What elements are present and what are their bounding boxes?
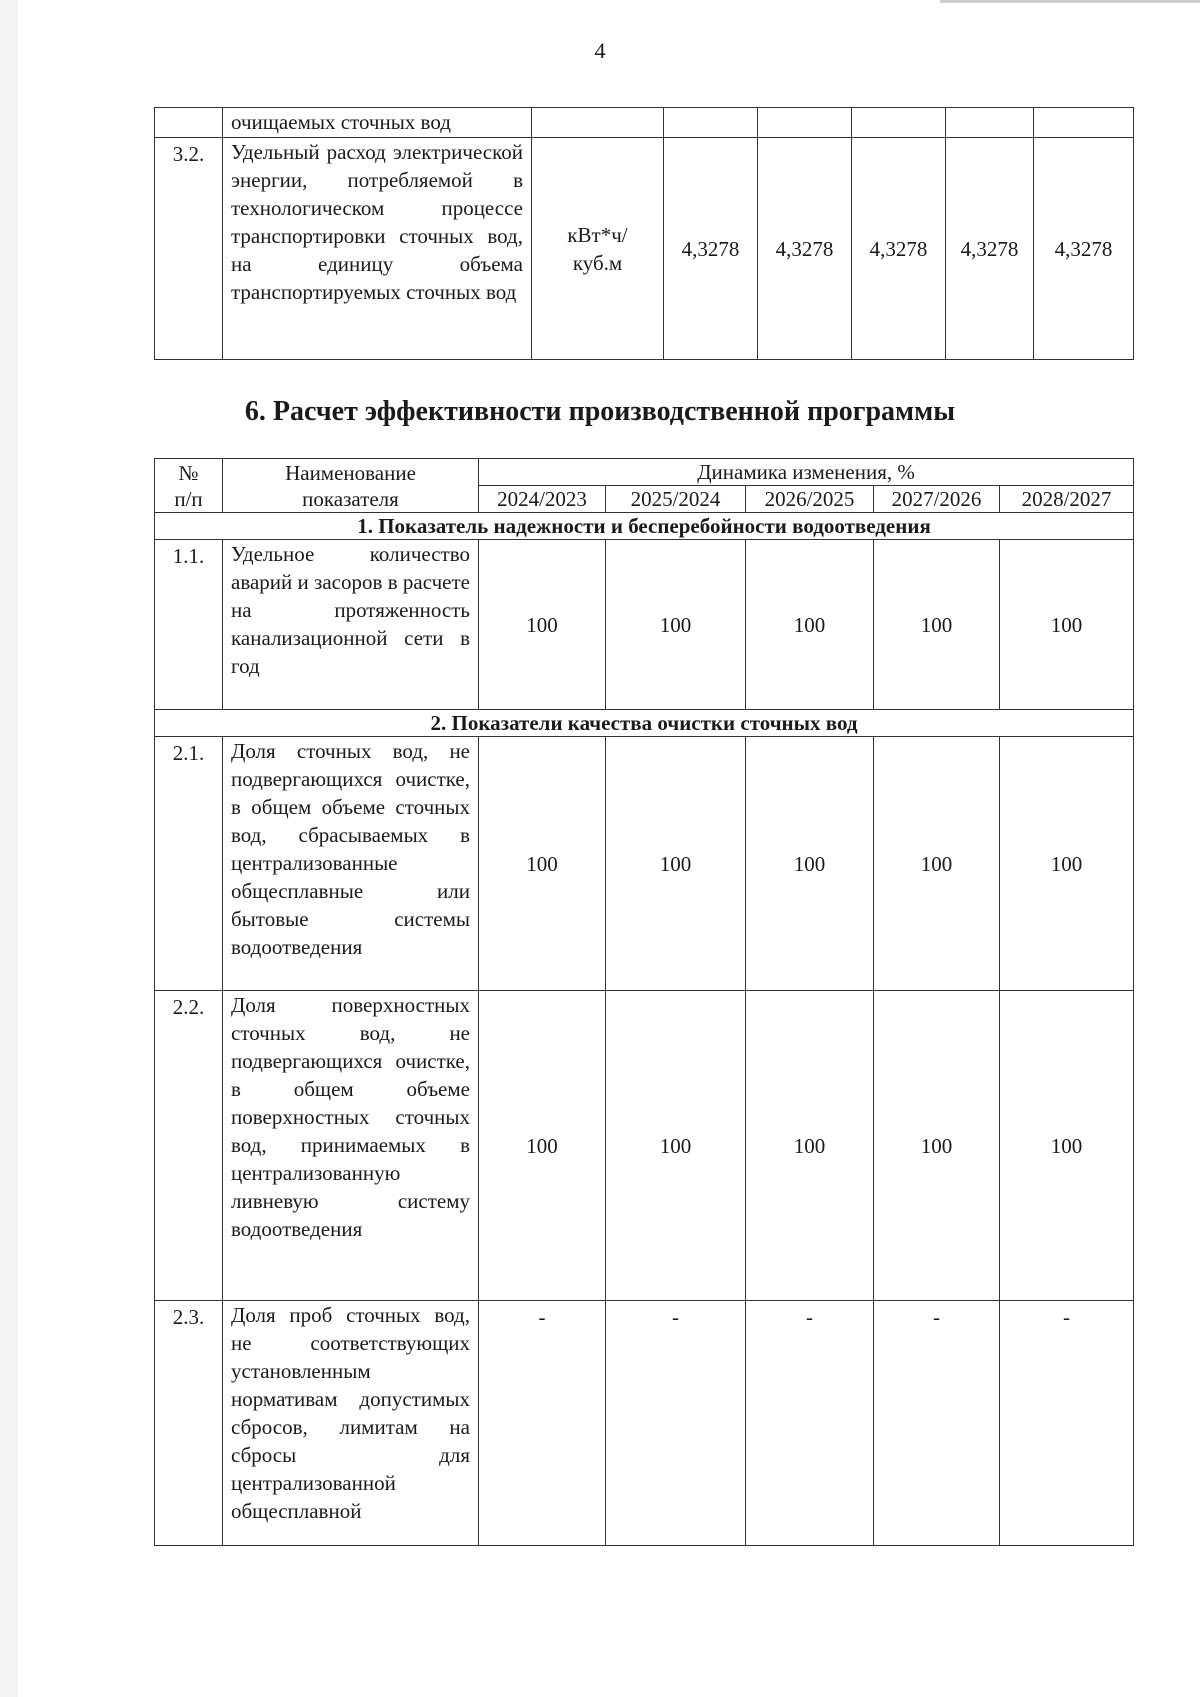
scan-edge-line [940,0,1200,3]
table-row [155,991,1134,1301]
table-cell [852,108,946,138]
table-cell [155,108,223,138]
page-number: 4 [594,38,606,63]
section-title: 2. Показатели качества очистки сточных вод [155,710,1134,737]
value-cell: 100 [606,991,746,1301]
value-cell: 100 [746,991,874,1301]
value-cell: 4,3278 [758,138,852,360]
table-row [155,138,1134,360]
value-cell: 100 [1000,991,1134,1301]
value-cell: 100 [874,991,1000,1301]
value-cell: - [606,1301,746,1546]
header-period: 2025/2024 [606,486,746,513]
header-text: п/п [174,486,203,511]
value-cell: - [479,1301,606,1546]
table-cell [946,108,1034,138]
table-row [155,108,1134,138]
value-cell: 100 [606,540,746,710]
value-cell: 100 [479,991,606,1301]
table-row [155,1301,1134,1546]
unit-cell [532,138,664,360]
indicators-table-continued [154,107,1134,360]
value-cell: - [874,1301,1000,1546]
value-cell: - [1000,1301,1134,1546]
section-title: 1. Показатель надежности и бесперебойности водоотведения [155,513,1134,540]
header-period: 2024/2023 [479,486,606,513]
header-period: 2027/2026 [874,486,1000,513]
header-num [155,459,223,513]
row-number: 3.2. [155,138,223,360]
header-text: № [178,460,199,485]
table-cell [664,108,758,138]
value-cell: 100 [746,540,874,710]
value-cell: 100 [874,737,1000,991]
value-cell: 100 [479,737,606,991]
indicator-name: Удельное количество аварий и засоров в расчете на протяженность канализационной сети в год [223,540,479,710]
indicator-name: Доля поверхностных сточных вод, не подвергающихся очистке, в общем объеме поверхностных сточных вод, принимаемых в централизованную ливневую систему водоотведения [223,991,479,1301]
value-cell: 4,3278 [664,138,758,360]
table-cell [532,108,664,138]
unit-line: куб.м [572,250,623,275]
indicator-name: Доля сточных вод, не подвергающихся очистке, в общем объеме сточных вод, сбрасываемых в централизованные общесплавные или бытовые системы водоотведения [223,737,479,991]
section-heading: 6. Расчет эффективности производственной программы [244,396,956,427]
value-cell: 4,3278 [852,138,946,360]
header-period: 2026/2025 [746,486,874,513]
unit-line: кВт*ч/ [567,222,628,247]
value-cell: 4,3278 [1034,138,1134,360]
table-cell [1034,108,1134,138]
header-period: 2028/2027 [1000,486,1134,513]
indicator-name: очищаемых сточных вод [223,108,532,138]
value-cell: - [746,1301,874,1546]
table-row [155,737,1134,991]
row-number: 2.2. [155,991,223,1301]
value-cell: 100 [479,540,606,710]
table-row [155,540,1134,710]
row-number: 2.3. [155,1301,223,1546]
row-number: 2.1. [155,737,223,991]
table-header-row [155,459,1134,486]
indicator-name: Удельный расход электрической энергии, потребляемой в технологическом процессе транспортировки сточных вод, на единицу объема транспортируемых сточных вод [223,138,532,360]
section-row [155,710,1134,737]
row-number: 1.1. [155,540,223,710]
header-text: Наименование [285,460,416,485]
header-dynamics: Динамика изменения, % [479,459,1134,486]
header-name [223,459,479,513]
efficiency-table [154,458,1134,1546]
section-row [155,513,1134,540]
value-cell: 100 [606,737,746,991]
value-cell: 100 [1000,737,1134,991]
header-text: показателя [302,486,399,511]
value-cell: 4,3278 [946,138,1034,360]
indicator-name: Доля проб сточных вод, не соответствующих установленным нормативам допустимых сбросов, лимитам на сбросы для централизованной общесплавной [223,1301,479,1546]
value-cell: 100 [1000,540,1134,710]
table-cell [758,108,852,138]
value-cell: 100 [874,540,1000,710]
value-cell: 100 [746,737,874,991]
